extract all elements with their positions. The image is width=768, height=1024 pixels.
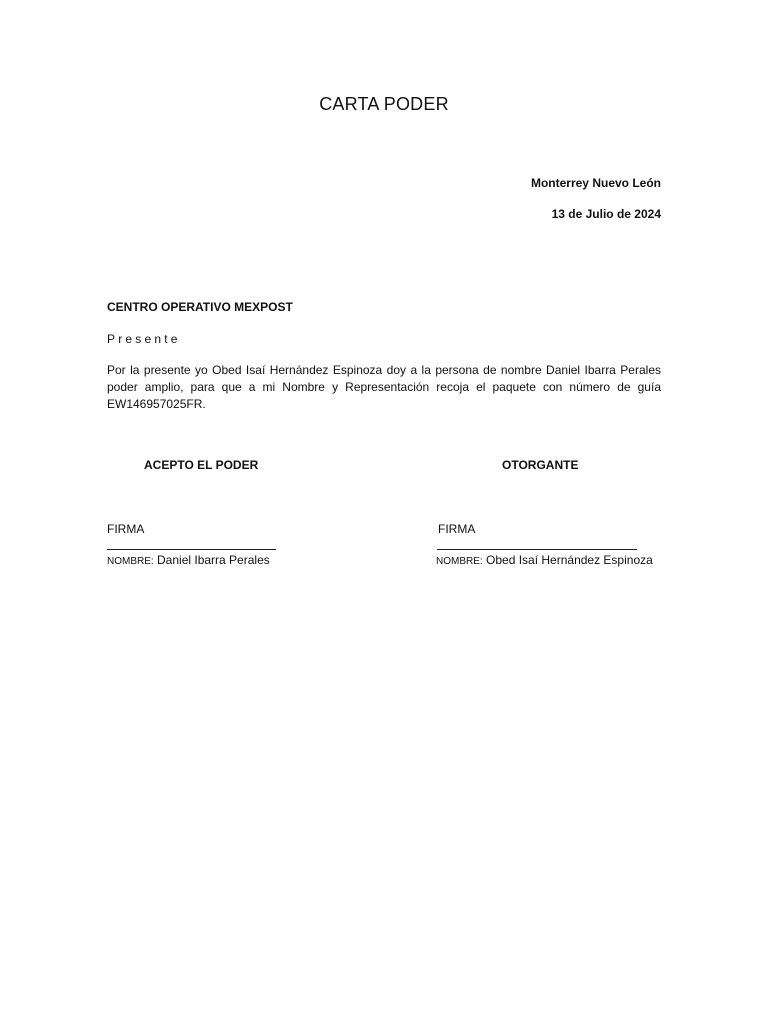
letter-place: Monterrey Nuevo León xyxy=(530,176,661,190)
letter-body: Por la presente yo Obed Isaí Hernández Espinoza doy a la persona de nombre Daniel Ibarra Perales poder amplio, para que a mi Nombre y Representación recoja el paquete con número de guía EW146957025FR. xyxy=(107,363,661,411)
name-field-right xyxy=(436,553,653,567)
name-label-right: NOMBRE: xyxy=(436,556,483,567)
letter-date: 13 de Julio de 2024 xyxy=(551,207,661,221)
recipient-name: CENTRO OPERATIVO MEXPOST xyxy=(107,300,293,314)
signature-line-left xyxy=(107,549,276,550)
grantor-heading: OTORGANTE xyxy=(502,458,579,472)
name-value-right: Obed Isaí Hernández Espinoza xyxy=(486,553,653,567)
name-label-left: NOMBRE: xyxy=(107,556,154,567)
signature-line-right xyxy=(437,549,637,550)
signature-label-left: FIRMA xyxy=(107,522,145,536)
document-title: CARTA PODER xyxy=(319,94,449,114)
name-field-left xyxy=(107,553,270,567)
name-value-left: Daniel Ibarra Perales xyxy=(157,553,270,567)
signature-label-right: FIRMA xyxy=(438,522,476,536)
accept-power-heading: ACEPTO EL PODER xyxy=(144,458,259,472)
greeting: Presente xyxy=(107,332,181,346)
